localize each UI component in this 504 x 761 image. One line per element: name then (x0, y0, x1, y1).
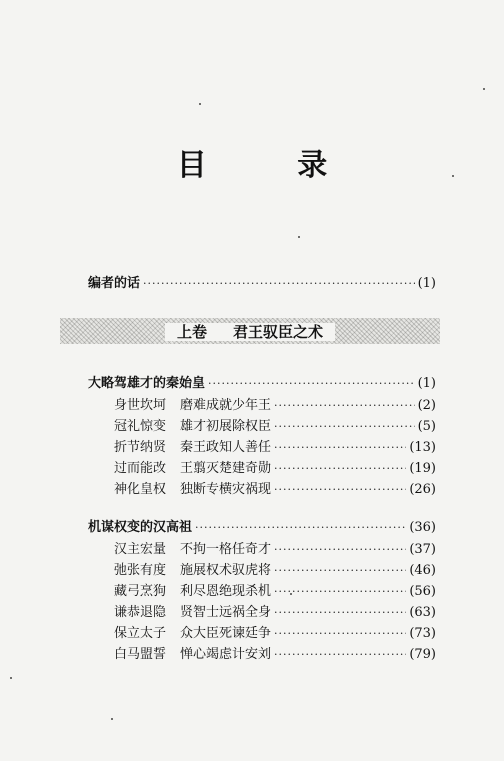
toc-sub-label: 保立太子 (114, 626, 167, 641)
toc-sub-title: 雄才初展除权臣 (180, 419, 272, 434)
toc-sub-label: 弛张有度 (114, 563, 167, 578)
toc-entry-editor-note[interactable] (88, 276, 436, 292)
toc-page-number: (26) (409, 482, 436, 497)
toc-sub-entry[interactable] (114, 647, 436, 663)
toc-sub-title: 磨难成就少年王 (180, 398, 272, 413)
toc-page-number: (2) (417, 398, 436, 413)
toc-sub-entry[interactable] (114, 542, 436, 558)
toc-sub-label: 白马盟誓 (114, 647, 167, 662)
section-heading (60, 321, 440, 342)
scan-speck (483, 88, 485, 90)
toc-page-number: (1) (417, 376, 436, 391)
dot-leader (274, 461, 406, 477)
toc-page-number: (63) (409, 605, 436, 620)
dot-leader (274, 398, 415, 414)
toc-chapter-label: 大略驾雄才的秦始皇 (88, 376, 206, 391)
section-volume: 上卷 (171, 323, 213, 341)
toc-sub-entry[interactable] (114, 563, 436, 579)
dot-leader (195, 520, 406, 536)
scan-speck (290, 593, 292, 595)
toc-sub-label: 谦恭退隐 (114, 605, 167, 620)
toc-page-number: (73) (409, 626, 436, 641)
toc-sub-entry[interactable] (114, 605, 436, 621)
toc-sub-label: 汉主宏量 (114, 542, 167, 557)
scan-speck (199, 103, 201, 105)
toc-sub-label: 过而能改 (114, 461, 167, 476)
dot-leader (274, 440, 406, 456)
toc-page-number: (79) (409, 647, 436, 662)
toc-page-number: (19) (409, 461, 436, 476)
toc-sub-title: 秦王政知人善任 (180, 440, 272, 455)
toc-sub-label: 神化皇权 (114, 482, 167, 497)
toc-sub-entry[interactable] (114, 440, 436, 456)
toc-sub-title: 施展权术驭虎将 (180, 563, 272, 578)
toc-sub-entry[interactable] (114, 626, 436, 642)
dot-leader (274, 605, 406, 621)
toc-page-number: (37) (409, 542, 436, 557)
toc-page-number: (46) (409, 563, 436, 578)
toc-sub-title: 不拘一格任奇才 (180, 542, 272, 557)
toc-sub-entry[interactable] (114, 461, 436, 477)
toc-sub-label: 冠礼惊变 (114, 419, 167, 434)
dot-leader (274, 626, 406, 642)
section-name: 君王驭臣之术 (227, 323, 329, 341)
toc-sub-entry[interactable] (114, 419, 436, 435)
toc-sub-title: 利尽恩绝现杀机 (180, 584, 272, 599)
toc-sub-label: 藏弓烹狗 (114, 584, 167, 599)
dot-leader (274, 563, 406, 579)
scan-speck (111, 718, 113, 720)
dot-leader (274, 584, 406, 600)
dot-leader (143, 276, 415, 292)
toc-sub-title: 惮心竭虑计安刘 (180, 647, 272, 662)
scan-speck (10, 677, 12, 679)
toc-sub-title: 王翦灭楚建奇勋 (180, 461, 272, 476)
toc-page-number: (5) (417, 419, 436, 434)
dot-leader (274, 419, 415, 435)
toc-entry-label: 编者的话 (88, 276, 141, 291)
dot-leader (274, 647, 406, 663)
dot-leader (274, 482, 406, 498)
toc-chapter-label: 机谋权变的汉高祖 (88, 520, 193, 535)
scan-speck (452, 175, 454, 177)
toc-sub-entry[interactable] (114, 482, 436, 498)
scan-speck (298, 236, 300, 238)
toc-sub-entry[interactable] (114, 584, 436, 600)
toc-sub-label: 身世坎坷 (114, 398, 167, 413)
toc-page-number: (56) (409, 584, 436, 599)
toc-page-number: (1) (417, 276, 436, 291)
toc-sub-title: 贤智士远祸全身 (180, 605, 272, 620)
toc-chapter-entry[interactable] (88, 520, 436, 536)
dot-leader (274, 542, 406, 558)
page-title: 目 录 (176, 148, 368, 183)
toc-sub-entry[interactable] (114, 398, 436, 414)
toc-sub-title: 众大臣死谏廷争 (180, 626, 272, 641)
toc-sub-title: 独断专横灾祸现 (180, 482, 272, 497)
toc-sub-label: 折节纳贤 (114, 440, 167, 455)
dot-leader (208, 376, 415, 392)
toc-page-number: (36) (409, 520, 436, 535)
toc-page-number: (13) (409, 440, 436, 455)
toc-chapter-entry[interactable] (88, 376, 436, 392)
